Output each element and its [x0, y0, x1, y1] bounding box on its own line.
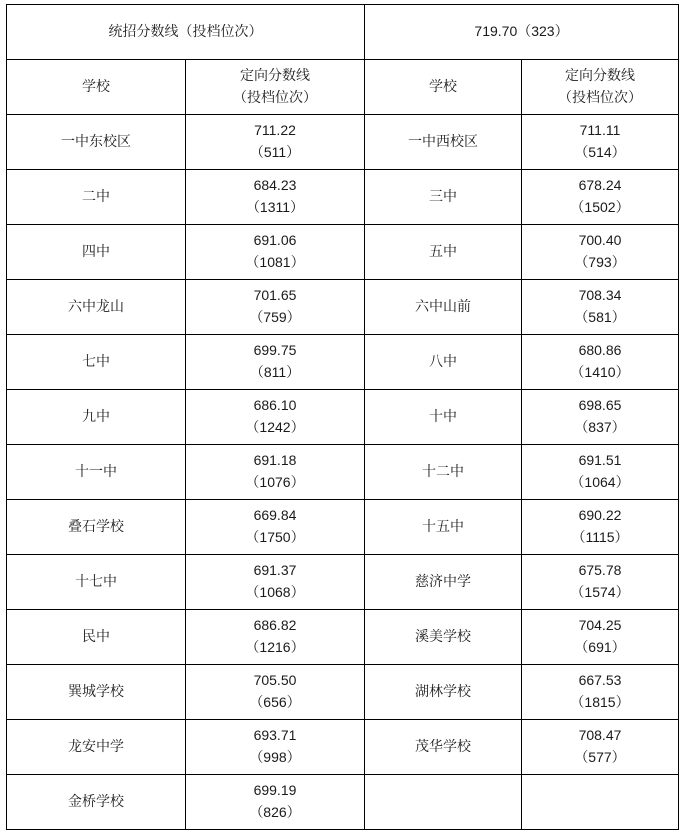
score-cell [522, 225, 679, 280]
school-name-cell: 茂华学校 [365, 720, 522, 775]
school-name-cell: 巽城学校 [7, 665, 186, 720]
table-row [7, 555, 679, 610]
empty-school-cell [365, 775, 522, 830]
table-row [7, 500, 679, 555]
score-value: 667.53 [578, 672, 622, 689]
header-right-title: 719.70（323） [365, 5, 679, 60]
column-header-school-left: 学校 [7, 60, 186, 115]
score-rank: （656） [249, 694, 301, 710]
score-value: 700.40 [578, 232, 622, 249]
column-header-school-right: 学校 [365, 60, 522, 115]
score-cell [522, 170, 679, 225]
score-rank: （1076） [245, 474, 305, 490]
school-name-cell: 六中龙山 [7, 280, 186, 335]
score-rank: （1216） [245, 639, 305, 655]
score-value: 699.75 [253, 342, 297, 359]
school-name-cell: 民中 [7, 610, 186, 665]
school-name-cell: 十五中 [365, 500, 522, 555]
score-value: 711.11 [579, 122, 621, 139]
column-header-score-left [186, 60, 365, 115]
column-header-score-left-line2: （投档位次） [233, 89, 317, 105]
score-rank: （1068） [245, 584, 305, 600]
table-row [7, 665, 679, 720]
school-name-cell: 十中 [365, 390, 522, 445]
column-header-score-right-line2: （投档位次） [558, 89, 642, 105]
school-name-cell: 七中 [7, 335, 186, 390]
score-rank: （1311） [245, 199, 305, 215]
score-rank: （793） [574, 254, 626, 270]
score-rank: （1410） [570, 364, 630, 380]
score-value: 693.71 [253, 727, 297, 744]
school-name-cell: 一中东校区 [7, 115, 186, 170]
table-row [7, 170, 679, 225]
score-rank: （1502） [570, 199, 630, 215]
table-header-row-top [7, 5, 679, 60]
score-cell [186, 115, 365, 170]
score-rank: （826） [249, 804, 301, 820]
score-value: 680.86 [578, 342, 622, 359]
score-value: 691.51 [578, 452, 622, 469]
admission-score-table [6, 4, 679, 830]
empty-score-cell [522, 775, 679, 830]
score-value: 686.82 [253, 617, 297, 634]
school-name-cell: 九中 [7, 390, 186, 445]
column-header-score-right [522, 60, 679, 115]
score-value: 684.23 [253, 177, 297, 194]
score-cell [522, 555, 679, 610]
school-name-cell: 十二中 [365, 445, 522, 500]
score-value: 691.18 [253, 452, 297, 469]
score-cell [186, 720, 365, 775]
score-value: 690.22 [578, 507, 622, 524]
score-cell [186, 555, 365, 610]
score-value: 708.47 [578, 727, 622, 744]
score-rank: （577） [574, 749, 626, 765]
score-value: 691.37 [253, 562, 297, 579]
score-value: 705.50 [253, 672, 297, 689]
school-name-cell: 十七中 [7, 555, 186, 610]
score-value: 704.25 [578, 617, 622, 634]
score-cell [522, 500, 679, 555]
score-cell [186, 390, 365, 445]
score-rank: （1064） [570, 474, 630, 490]
score-value: 711.22 [254, 122, 296, 139]
column-header-score-right-line1: 定向分数线 [565, 67, 635, 84]
score-rank: （998） [249, 749, 301, 765]
table-row [7, 280, 679, 335]
table-row [7, 445, 679, 500]
header-left-title: 统招分数线（投档位次） [7, 5, 365, 60]
score-rank: （1115） [571, 529, 629, 545]
score-value: 669.84 [253, 507, 297, 524]
score-rank: （691） [574, 639, 626, 655]
table-row [7, 390, 679, 445]
school-name-cell: 叠石学校 [7, 500, 186, 555]
score-cell [522, 115, 679, 170]
score-rank: （1750） [245, 529, 305, 545]
score-cell [186, 665, 365, 720]
score-value: 708.34 [578, 287, 622, 304]
school-name-cell: 三中 [365, 170, 522, 225]
school-name-cell: 金桥学校 [7, 775, 186, 830]
table-row [7, 225, 679, 280]
score-value: 686.10 [253, 397, 297, 414]
score-cell [186, 225, 365, 280]
table-row [7, 775, 679, 830]
school-name-cell: 溪美学校 [365, 610, 522, 665]
score-cell [186, 335, 365, 390]
score-rank: （837） [574, 419, 626, 435]
score-value: 678.24 [578, 177, 622, 194]
score-rank: （1815） [570, 694, 630, 710]
score-rank: （581） [574, 309, 626, 325]
score-rank: （811） [249, 364, 301, 380]
score-value: 699.19 [253, 782, 297, 799]
score-rank: （1081） [245, 254, 305, 270]
table-row [7, 720, 679, 775]
school-name-cell: 四中 [7, 225, 186, 280]
table-row [7, 335, 679, 390]
school-name-cell: 八中 [365, 335, 522, 390]
score-cell [522, 720, 679, 775]
school-name-cell: 五中 [365, 225, 522, 280]
score-cell [186, 610, 365, 665]
score-cell [522, 665, 679, 720]
score-cell [522, 445, 679, 500]
school-name-cell: 二中 [7, 170, 186, 225]
score-cell [186, 280, 365, 335]
score-rank: （1242） [245, 419, 305, 435]
score-cell [186, 500, 365, 555]
score-cell [186, 775, 365, 830]
table-row [7, 115, 679, 170]
score-rank: （1574） [570, 584, 630, 600]
score-cell [522, 610, 679, 665]
school-name-cell: 六中山前 [365, 280, 522, 335]
score-cell [186, 445, 365, 500]
school-name-cell: 慈济中学 [365, 555, 522, 610]
table-header-row-columns [7, 60, 679, 115]
score-cell [522, 390, 679, 445]
school-name-cell: 十一中 [7, 445, 186, 500]
score-rank: （759） [249, 309, 301, 325]
score-value: 691.06 [253, 232, 297, 249]
table-row [7, 610, 679, 665]
school-name-cell: 湖林学校 [365, 665, 522, 720]
score-cell [186, 170, 365, 225]
score-cell [522, 335, 679, 390]
school-name-cell: 一中西校区 [365, 115, 522, 170]
score-value: 701.65 [253, 287, 297, 304]
score-value: 698.65 [578, 397, 622, 414]
score-cell [522, 280, 679, 335]
score-rank: （511） [249, 144, 301, 160]
column-header-score-left-line1: 定向分数线 [240, 67, 310, 84]
school-name-cell: 龙安中学 [7, 720, 186, 775]
score-rank: （514） [574, 144, 626, 160]
score-value: 675.78 [578, 562, 622, 579]
